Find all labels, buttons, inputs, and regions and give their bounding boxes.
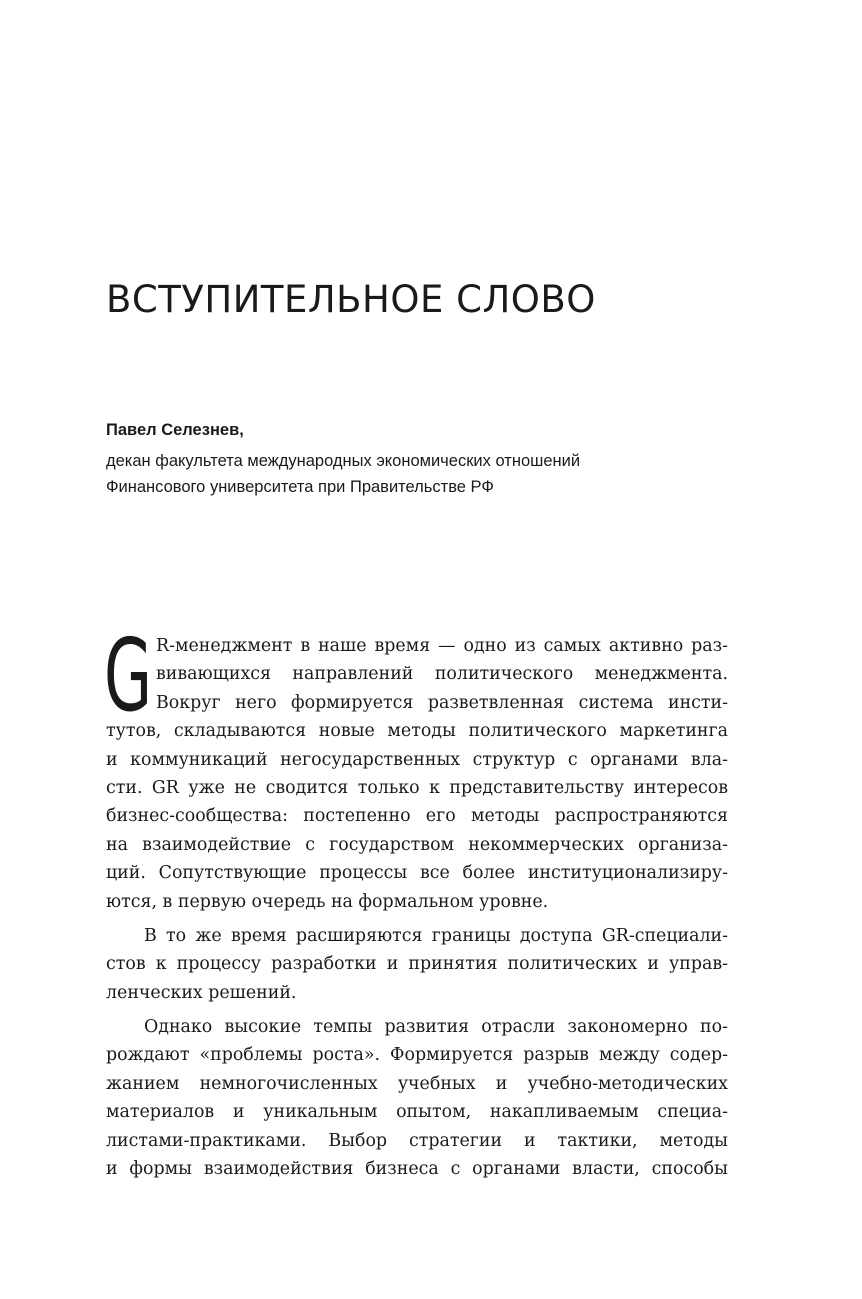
paragraph-2: [106, 922, 728, 1007]
author-role: [106, 448, 580, 500]
page-title: ВСТУПИТЕЛЬНОЕ СЛОВО: [106, 278, 596, 321]
text-line: и коммуникаций негосударственных структур с органами вла-: [106, 749, 728, 770]
text-line: ленческих решений.: [106, 982, 297, 1003]
paragraph-1: [106, 632, 728, 916]
text-line: бизнес-сообщества: постепенно его методы распространяются: [106, 806, 728, 827]
text-line: стов к процессу разработки и принятия политических и управ-: [106, 954, 728, 975]
text-line: материалов и уникальным опытом, накапливаемым специа-: [106, 1102, 728, 1123]
author-role-line: декан факультета международных экономических отношений: [106, 452, 581, 470]
text-line: жанием немногочисленных учебных и учебно-методических: [106, 1073, 728, 1094]
drop-cap: G: [104, 617, 153, 734]
text-line: листами-практиками. Выбор стратегии и тактики, методы: [106, 1130, 728, 1151]
text-line: на взаимодействие с государством некоммерческих организа-: [106, 834, 728, 855]
text-line: ются, в первую очередь на формальном уровне.: [106, 891, 549, 912]
paragraph-3: [106, 1013, 728, 1183]
text-line: и формы взаимодействия бизнеса с органами власти, способы: [106, 1159, 728, 1180]
text-line: В то же время расширяются границы доступа GR-специали-: [144, 925, 728, 946]
text-line: ций. Сопутствующие процессы все более институционализиру-: [106, 863, 728, 884]
text-line: сти. GR уже не сводится только к представительству интересов: [106, 777, 728, 798]
text-line: вивающихся направлений политического менеджмента.: [156, 664, 728, 685]
text-line: Однако высокие темпы развития отрасли закономерно по-: [144, 1017, 728, 1038]
text-line: R-менеджмент в наше время — одно из самых активно раз-: [156, 636, 728, 656]
text-line: Вокруг него формируется разветвленная система инсти-: [156, 692, 728, 713]
body-text: [104, 617, 728, 1189]
text-line: рождают «проблемы роста». Формируется разрыв между содер-: [106, 1045, 728, 1066]
author-name: Павел Селезнев,: [106, 421, 244, 439]
author-role-line: Финансового университета при Правительстве РФ: [106, 478, 494, 496]
text-line: тутов, складываются новые методы политического маркетинга: [106, 721, 728, 742]
